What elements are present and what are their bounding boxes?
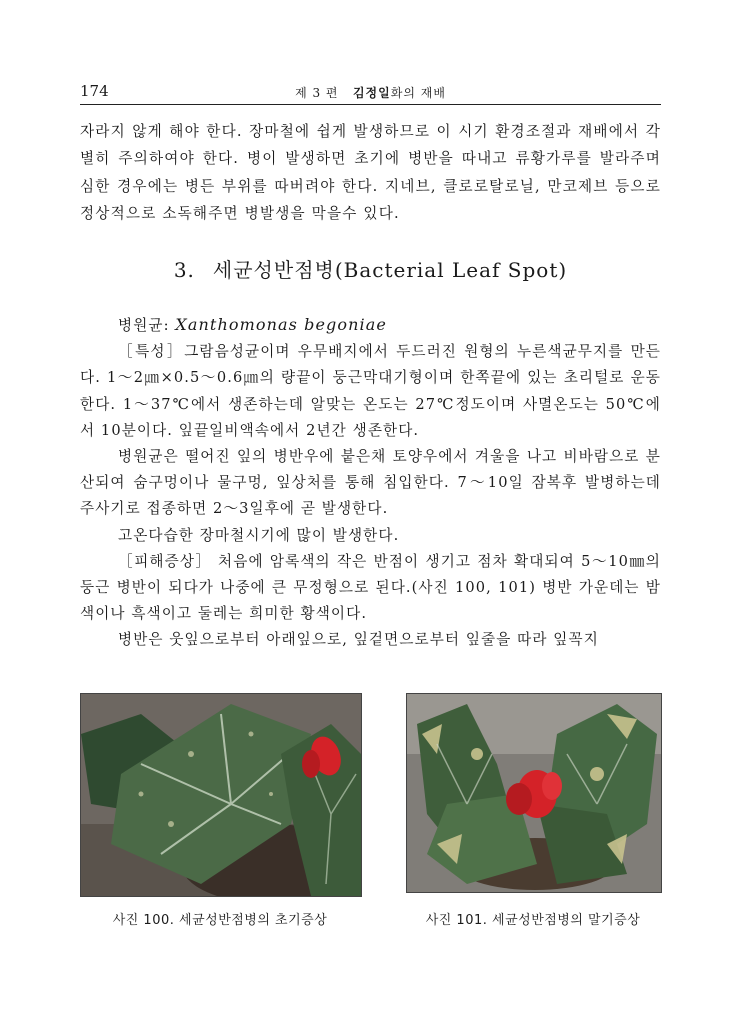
paragraph-progression: 병반은 웃잎으로부터 아래잎으로, 잎겉면으로부터 잎줄을 따라 잎꼭지 — [118, 631, 599, 649]
paragraph-characteristics: ［특성］그람음성균이며 우무배지에서 두드러진 원형의 누른색균무지를 만든다. 1～2㎛×0.5～0.6㎛의 량끝이 둥근막대기형이며 한쪽끝에 있는 초리털로 운동한다. 1～37℃에서 생존하는데 알맞는 온도는 27℃정도이며 사멸온도는 50℃에서 10분이다. 잎끝일비액속에서 2년간 생존한다. — [80, 343, 661, 439]
running-header — [80, 80, 661, 104]
section-title: 세균성반점병(Bacterial Leaf Spot) — [212, 258, 568, 282]
intro-block — [80, 118, 661, 228]
caption-photo-100: 사진 100. 세균성반점병의 초기증상 — [112, 913, 328, 928]
pathogen-label: 병원균: — [118, 317, 170, 334]
paragraph-spread: 병원균은 떨어진 잎의 병반우에 붙은채 토양우에서 겨울을 나고 비바람으로 분산되여 숨구멍이나 물구멍, 잎상처를 통해 침입한다. 7～10일 잠복후 발병하는데 주사기로 접종하면 2～3일후에 곧 발생한다. — [80, 448, 661, 518]
section-number: 3. — [173, 258, 195, 282]
intro-paragraph: 자라지 않게 해야 한다. 장마철에 쉽게 발생하므로 이 시기 환경조절과 재배에서 각별히 주의하여야 한다. 병이 발생하면 초기에 병반을 따내고 류황가루를 발라주며 심한 경우에는 병든 부위를 따버려야 한다. 지네브, 클로로탈로닐, 만코제브 등으로 정상적으로 소독해주면 병발생을 막을수 있다. — [80, 123, 661, 223]
begonia-late-illustration — [407, 694, 661, 892]
caption-photo-101: 사진 101. 세균성반점병의 말기증상 — [425, 913, 641, 928]
title-rest: 화의 재배 — [390, 86, 446, 100]
running-title — [80, 84, 661, 101]
pathogen-name: Xanthomonas begoniae — [175, 315, 387, 334]
paragraph-conditions: 고온다습한 장마철시기에 많이 발생한다. — [118, 526, 400, 544]
section-heading — [80, 254, 661, 283]
header-rule — [80, 104, 661, 105]
pathogen-line — [80, 312, 661, 339]
paragraph-symptoms: ［피해증상］ 처음에 암록색의 작은 반점이 생기고 점차 확대되여 5～10㎜의 둥근 병반이 되다가 나중에 큰 무정형으로 된다.(사진 100, 101) 병반 가운데는 밤색이나 흑색이고 둘레는 희미한 황색이다. — [80, 552, 661, 623]
begonia-early-illustration — [81, 694, 361, 896]
main-text — [80, 312, 661, 654]
part-label: 제 3 편 — [295, 86, 339, 100]
photo-late-symptoms — [406, 693, 662, 893]
photo-early-symptoms — [80, 693, 362, 897]
flower-name: 김정일 — [352, 86, 391, 100]
page-number: 174 — [80, 82, 109, 100]
